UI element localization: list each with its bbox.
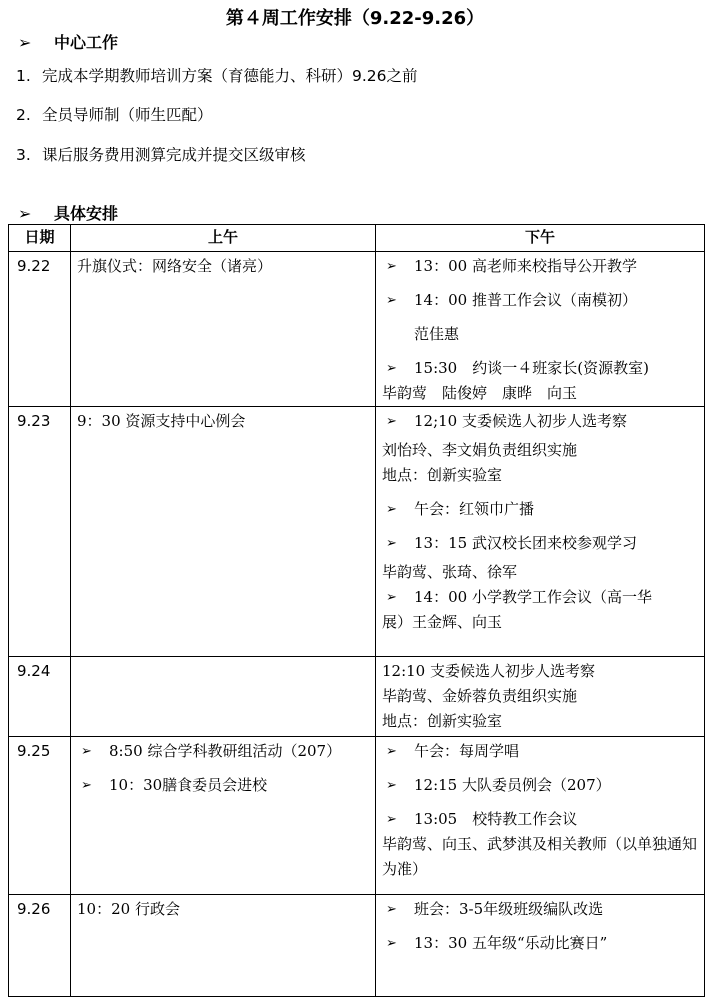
pm-cell [376, 737, 705, 895]
am-cell [71, 407, 376, 657]
section-heading-center [18, 30, 118, 53]
arrow-bullet-icon: ➢ [18, 33, 32, 52]
item-number: 3. [16, 146, 31, 164]
pm-entry: 12:10 支委候选人初步人选考察 [382, 662, 595, 680]
pm-entry: 刘怡玲、李文娟负责组织实施 [382, 441, 578, 459]
date-cell: 9.26 [9, 895, 71, 997]
item-text: 完成本学期教师培训方案（育德能力、科研）9.26之前 [42, 67, 418, 85]
pm-entry: ➢ 午会：每周学唱 [382, 739, 698, 764]
am-entry: 升旗仪式：网络安全（诸亮） [77, 257, 273, 275]
pm-entry: ➢ 13：00 高老师来校指导公开教学 [382, 254, 698, 279]
list-item [16, 64, 418, 86]
pm-entry: ➢ 14：00 推普工作会议（南模初） [382, 288, 698, 313]
date-cell: 9.25 [9, 737, 71, 895]
pm-entry: ➢ 12;10 支委候选人初步人选考察 [382, 409, 698, 434]
arrow-bullet-icon: ➢ [18, 204, 32, 223]
schedule-table [8, 224, 704, 997]
am-cell [71, 737, 376, 895]
pm-entry: ➢ 14：00 小学教学工作会议（高一华 [382, 585, 698, 610]
date-cell: 9.23 [9, 407, 71, 657]
pm-entry: ➢ 15:30 约谈一４班家长(资源教室) [382, 356, 698, 381]
pm-entry: ➢ 班会：3-5年级班级编队改选 [382, 897, 698, 922]
pm-entry: 范佳惠 [414, 325, 460, 343]
header-pm: 下午 [376, 225, 705, 252]
section-title: 具体安排 [54, 204, 119, 223]
pm-entry: ➢ 13:05 校特教工作会议 [382, 807, 698, 832]
pm-entry: 毕韵莺、金娇蓉负责组织实施 [382, 687, 578, 705]
pm-entry: ➢ 12:15 大队委员例会（207） [382, 773, 698, 798]
pm-entry: 毕韵莺、张琦、徐军 [382, 563, 518, 581]
date-cell: 9.24 [9, 657, 71, 737]
pm-cell [376, 657, 705, 737]
am-entry: ➢ 8:50 综合学科教研组活动（207） [77, 739, 369, 764]
item-text: 全员导师制（师生匹配） [42, 106, 213, 124]
table-row [9, 737, 705, 895]
pm-entry: 地点：创新实验室 [382, 712, 503, 730]
table-row [9, 252, 705, 407]
am-cell [71, 895, 376, 997]
table-row [9, 657, 705, 737]
am-cell [71, 252, 376, 407]
pm-entry: 地点：创新实验室 [382, 466, 503, 484]
am-entry: 9：30 资源支持中心例会 [77, 412, 246, 430]
table-row [9, 407, 705, 657]
item-number: 2. [16, 106, 31, 124]
section-heading-detail [18, 201, 118, 224]
item-text: 课后服务费用测算完成并提交区级审核 [42, 146, 306, 164]
am-entry: ➢ 10：30膳食委员会进校 [77, 773, 369, 798]
pm-cell [376, 895, 705, 997]
table-row [9, 895, 705, 997]
pm-entry: 毕韵莺、向玉、武梦淇及相关教师（以单独通知为准） [382, 835, 698, 878]
pm-entry: ➢ 13：30 五年级“乐动比赛日” [382, 931, 698, 956]
header-date: 日期 [9, 225, 71, 252]
header-am: 上午 [71, 225, 376, 252]
pm-cell [376, 252, 705, 407]
item-number: 1. [16, 67, 31, 85]
table-header-row [9, 225, 705, 252]
list-item [16, 143, 306, 165]
pm-entry: ➢ 午会：红领巾广播 [382, 497, 698, 522]
page-title: 第４周工作安排（9.22-9.26） [225, 8, 485, 29]
pm-entry: ➢ 13：15 武汉校长团来校参观学习 [382, 531, 698, 556]
pm-cell [376, 407, 705, 657]
am-entry: 10：20 行政会 [77, 900, 180, 918]
date-cell: 9.22 [9, 252, 71, 407]
am-cell [71, 657, 376, 737]
section-title: 中心工作 [54, 33, 119, 52]
list-item [16, 103, 213, 125]
pm-entry: 展）王金辉、向玉 [382, 613, 503, 631]
pm-entry: 毕韵莺 陆俊婷 康晔 向玉 [382, 384, 578, 402]
